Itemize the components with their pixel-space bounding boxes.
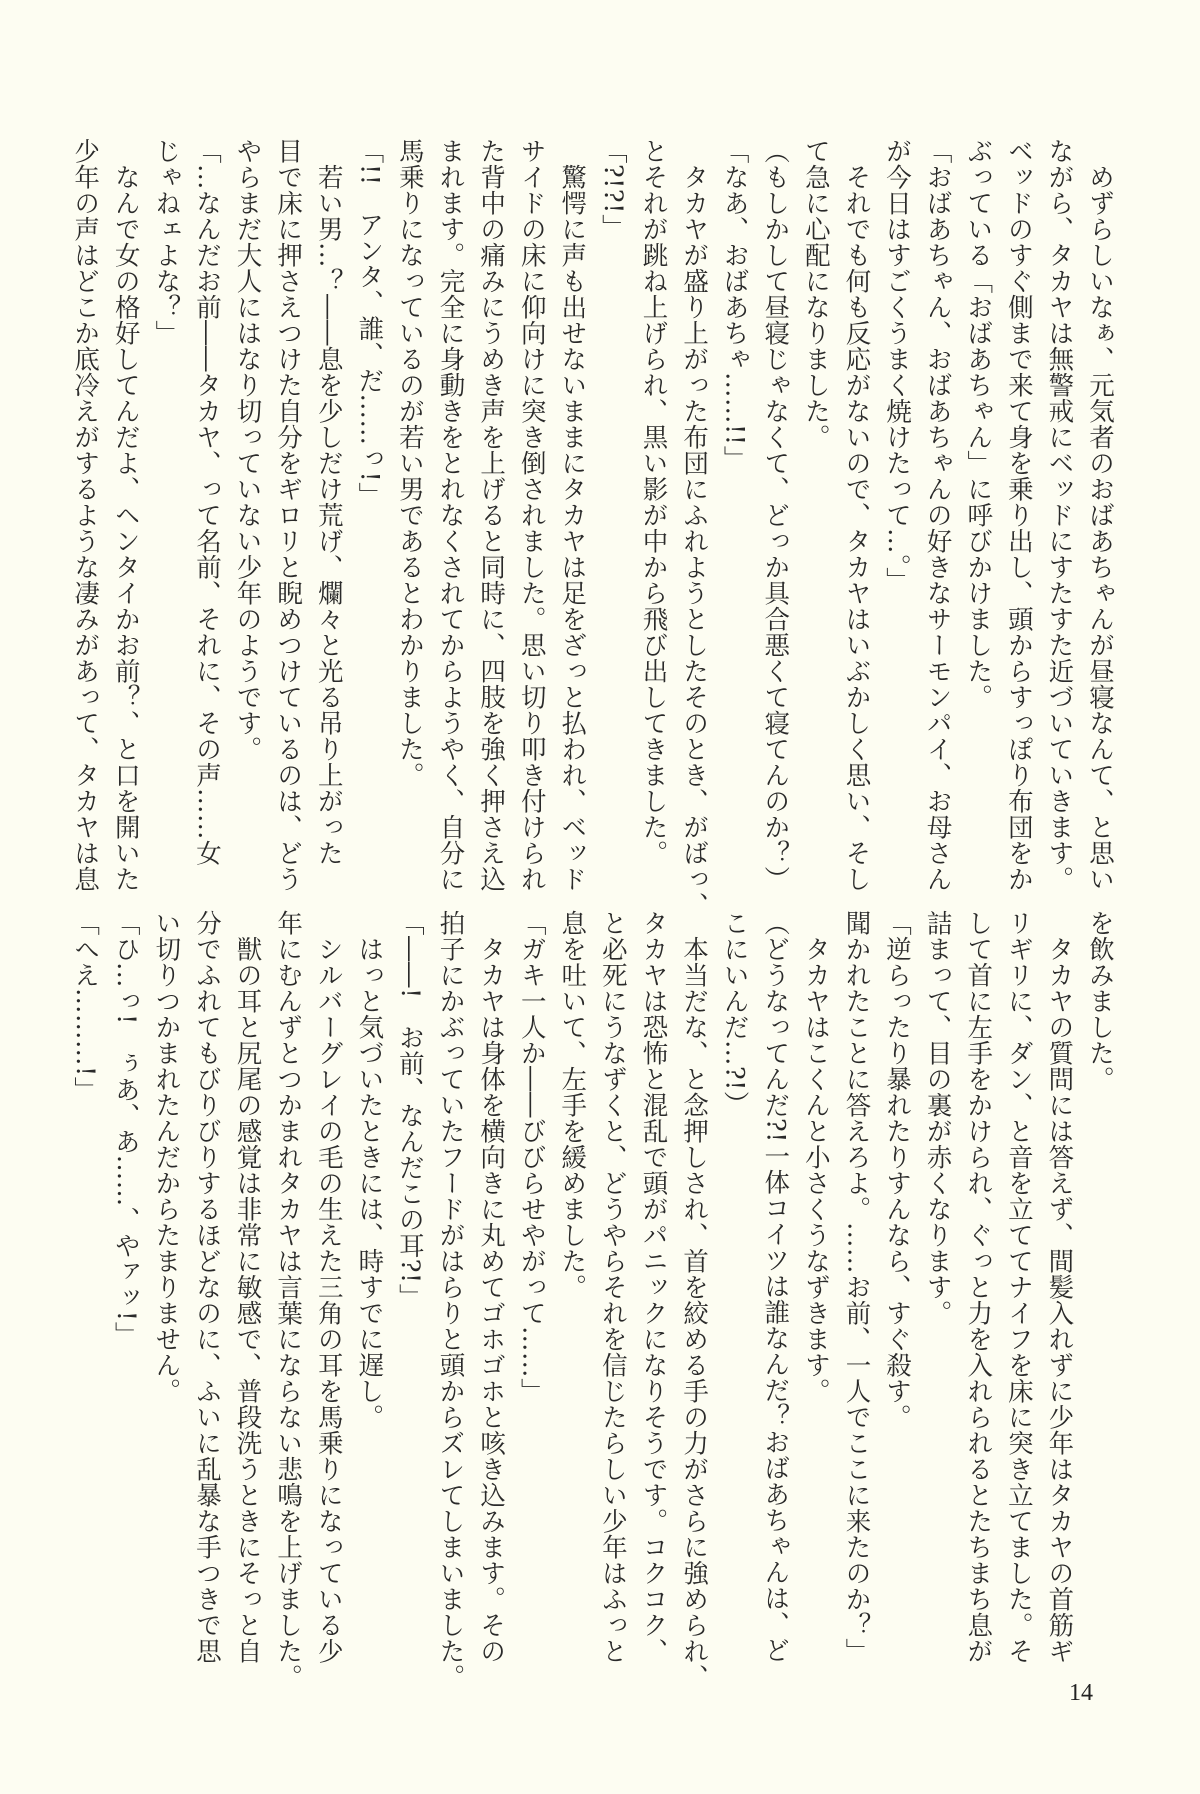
text-line: て急に心配になりました。 [800, 138, 831, 450]
text-line: なんで女の格好してんだよ、ヘンタイかお前？、と口を開いた [110, 138, 141, 892]
text-line: 年にむんずとつかまれタカヤは言葉にならない悲鳴を上げました。 [273, 910, 304, 1690]
text-line: シルバーグレイの毛の生えた三角の耳を馬乗りになっている少 [313, 910, 344, 1664]
text-line: 「逆らったり暴れたりすんなら、すぐ殺す。 [882, 910, 913, 1430]
text-line: 「…なんだお前――タカヤ、って名前、それに、その声……女 [191, 138, 222, 866]
text-line: リギリに、ダン、と音を立ててナイフを床に突き立てました。そ [1003, 910, 1034, 1664]
text-line: 獣の耳と尻尾の感覚は非常に敏感で、普段洗うときにそっと自 [232, 910, 263, 1664]
text-line: やらまだ大人にはなり切っていない少年のようです。 [232, 138, 263, 762]
text-line: 馬乗りになっているのが若い男であるとわかりました。 [394, 138, 425, 788]
text-block-bottom [65, 910, 1120, 1690]
text-line: 「へえ………!」 [70, 910, 101, 1103]
text-line: 少年の声はどこか底冷えがするような凄みがあって、タカヤは息 [70, 138, 101, 892]
text-line: して首に左手をかけられ、ぐっと力を入れられるとたちまち息が [963, 910, 994, 1664]
text-line: タカヤは身体を横向きに丸めてゴホゴホと咳き込みます。その [476, 910, 507, 1664]
text-line: 「おばあちゃん、おばあちゃんの好きなサーモンパイ、お母さん [922, 138, 953, 892]
text-line: 「?!?!」 [597, 138, 628, 240]
text-line: 「――! お前、なんだこの耳?!」 [394, 910, 425, 1310]
text-line: タカヤの質問には答えず、間髪入れずに少年はタカヤの首筋ギ [1044, 910, 1075, 1664]
text-line: 拍子にかぶっていたフードがはらりと頭からズレてしまいました。 [435, 910, 466, 1690]
text-line: ぶっている「おばあちゃん」に呼びかけました。 [963, 138, 994, 710]
text-line: ながら、タカヤは無警戒にベッドにすたすた近づいていきます。 [1044, 138, 1075, 892]
text-line: まれます。完全に身動きをとれなくされてからようやく、自分に [435, 138, 466, 892]
text-line: （もしかして昼寝じゃなくて、どっか具合悪くて寝てんのか？） [760, 138, 791, 892]
text-line: タカヤが盛り上がった布団にふれようとしたそのとき、がばっ、 [679, 138, 710, 918]
text-line: 詰まって、目の裏が赤くなります。 [922, 910, 953, 1326]
text-line: 「なあ、おばあちゃ……!!」 [719, 138, 750, 472]
text-line: い切りつかまれたんだからたまりません。 [151, 910, 182, 1404]
text-line: と必死にうなずくと、どうやらそれを信じたらしい少年はふっと [597, 910, 628, 1664]
text-line: めずらしいなぁ、元気者のおばあちゃんが昼寝なんて、と思い [1085, 138, 1115, 892]
text-line: 本当だな、と念押しされ、首を絞める手の力がさらに強められ、 [679, 910, 710, 1690]
text-line: 若い男…？――息を少しだけ荒げ、爛々と光る吊り上がった [313, 138, 344, 866]
text-line: ベッドのすぐ側まで来て身を乗り出し、頭からすっぽり布団をか [1003, 138, 1034, 892]
page-number: 14 [1069, 1680, 1093, 1706]
text-line: 目で床に押さえつけた自分をギロリと睨めつけているのは、どう [273, 138, 304, 892]
text-line: 息を吐いて、左手を緩めました。 [557, 910, 588, 1300]
text-line: 「!! アンタ、誰、だ……っ!」 [354, 138, 385, 509]
text-line: タカヤは恐怖と混乱で頭がパニックになりそうです。コクコク、 [638, 910, 669, 1664]
text-line: た背中の痛みにうめき声を上げると同時に、四肢を強く押さえ込 [476, 138, 507, 892]
text-line: （どうなってんだ?!一体コイツは誰なんだ？おばあちゃんは、ど [760, 910, 791, 1663]
text-line: 分でふれてもびりびりするほどなのに、ふいに乱暴な手つきで思 [191, 910, 222, 1664]
text-line: それでも何も反応がないので、タカヤはいぶかしく思い、そし [841, 138, 872, 892]
text-line: こにいんだ…?!） [719, 910, 750, 1117]
text-line: 「ひ…っ! ぅあ、あ……、やァッ!」 [110, 910, 141, 1348]
text-line: とそれが跳ね上げられ、黒い影が中から飛び出してきました。 [638, 138, 669, 866]
text-line: 驚愕に声も出せないままにタカヤは足をざっと払われ、ベッド [557, 138, 588, 892]
text-line: が今日はすごくうまく焼けたって…。」 [882, 138, 913, 594]
text-line: 「ガキ一人か――びびらせやがって……」 [516, 910, 547, 1404]
text-line: サイドの床に仰向けに突き倒されました。思い切り叩き付けられ [516, 138, 547, 892]
text-line: 聞かれたことに答えろよ。……お前、一人でここに来たのか？」 [841, 910, 872, 1664]
text-line: はっと気づいたときには、時すでに遅し。 [354, 910, 385, 1430]
text-line: じゃねェよな？」 [151, 138, 182, 346]
text-block-top [65, 138, 1120, 918]
text-line: タカヤはこくんと小さくうなずきます。 [800, 910, 831, 1404]
text-line: を飲みました。 [1085, 910, 1115, 1092]
